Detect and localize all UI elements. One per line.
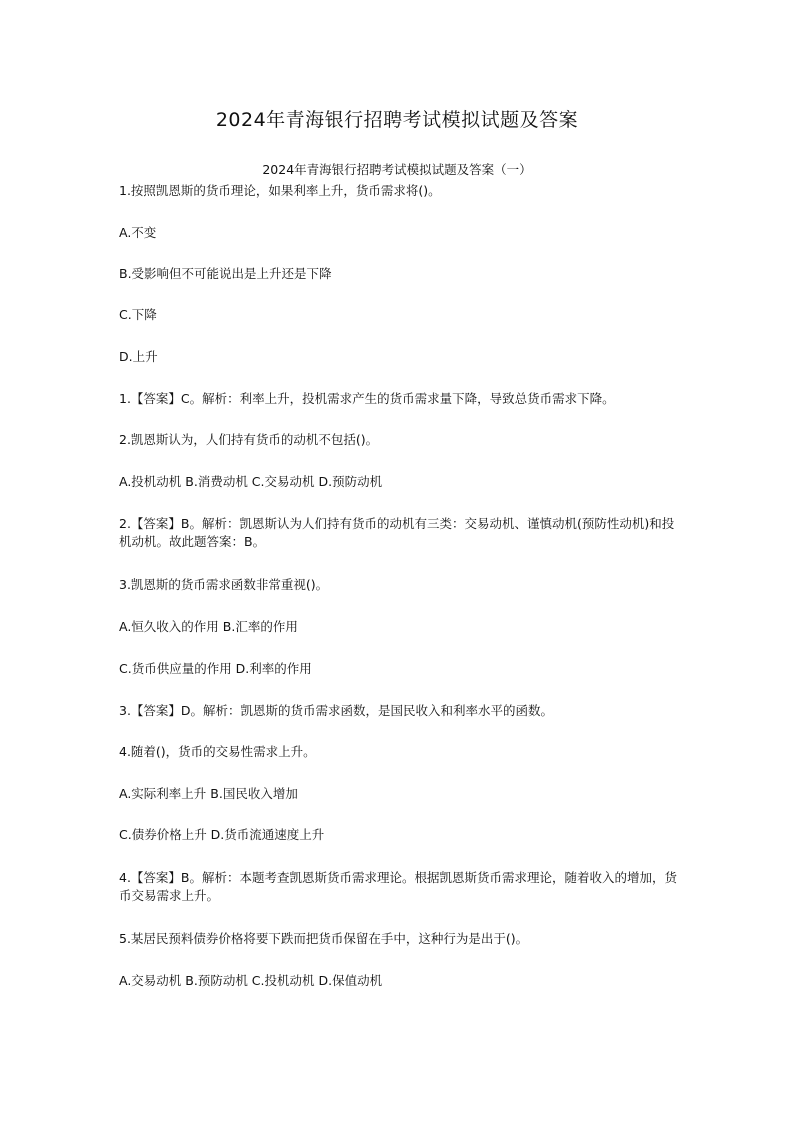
option-line: A.投机动机 B.消费动机 C.交易动机 D.预防动机 (119, 474, 383, 489)
option-line: A.实际利率上升 B.国民收入增加 (119, 786, 298, 801)
option-line: C.下降 (119, 307, 157, 322)
document-title: 2024年青海银行招聘考试模拟试题及答案 (215, 109, 579, 131)
option-line: A.恒久收入的作用 B.汇率的作用 (119, 619, 298, 634)
option-line: C.债券价格上升 D.货币流通速度上升 (119, 827, 325, 842)
option-line: B.受影响但不可能说出是上升还是下降 (119, 266, 332, 281)
option-line: D.上升 (119, 349, 158, 364)
answer-1: 1.【答案】C。解析：利率上升，投机需求产生的货币需求量下降，导致总货币需求下降。 (119, 391, 615, 406)
document-subtitle: 2024年青海银行招聘考试模拟试题及答案（一） (262, 162, 532, 177)
option-line: A.交易动机 B.预防动机 C.投机动机 D.保值动机 (119, 973, 383, 988)
answer-4: 4.【答案】B。解析：本题考查凯恩斯货币需求理论。根据凯恩斯货币需求理论，随着收入的增加，货币交易需求上升。 (119, 870, 678, 903)
answer-3: 3.【答案】D。解析：凯恩斯的货币需求函数，是国民收入和利率水平的函数。 (119, 703, 554, 718)
option-line: C.货币供应量的作用 D.利率的作用 (119, 661, 312, 676)
question-3: 3.凯恩斯的货币需求函数非常重视()。 (119, 577, 329, 592)
answer-2: 2.【答案】B。解析：凯恩斯认为人们持有货币的动机有三类：交易动机、谨慎动机(预防性动机)和投机动机。故此题答案：B。 (119, 516, 675, 549)
question-5: 5.某居民预料债券价格将要下跌而把货币保留在手中，这种行为是出于()。 (119, 931, 529, 946)
question-1: 1.按照凯恩斯的货币理论，如果利率上升，货币需求将()。 (119, 183, 441, 198)
option-line: A.不变 (119, 225, 157, 240)
question-4: 4.随着()，货币的交易性需求上升。 (119, 744, 316, 759)
question-2: 2.凯恩斯认为，人们持有货币的动机不包括()。 (119, 432, 379, 447)
